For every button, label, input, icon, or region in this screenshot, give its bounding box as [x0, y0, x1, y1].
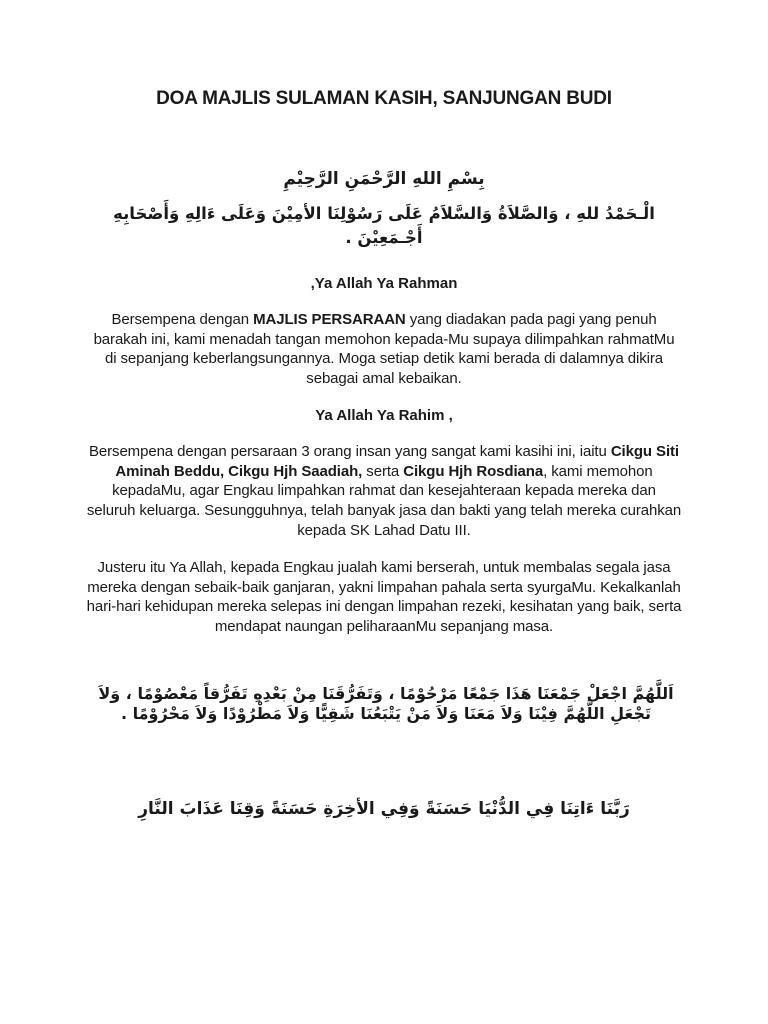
retiree-name: Cikgu Hjh Rosdiana	[403, 462, 544, 480]
paragraph-persaraan	[86, 310, 682, 389]
paragraph-text: yang diadakan pada pagi yang penuh barakah ini, kami menadah tangan memohon kepada-Mu supaya dilimpahkan rahmatMu di sepanjang keberlangsungannya. Moga setiap detik kami berada di dalamnya dikira sebagai amal kebaikan.	[93, 311, 675, 388]
salutation-rahim: Ya Allah Ya Rahim ,	[315, 407, 453, 424]
paragraph-text: , kami memohon kepadaMu, agar Engkau limpahkan rahmat dan kesejahteraan kepada mereka dan seluruh keluarga. Sesungguhnya, telah banyak jasa dan bakti yang telah mereka curahkan kepada SK Lahad Datu III.	[86, 462, 682, 539]
doa-rabbana-text: رَبَّنَا ءَاتِنَا فِي الدُّنْيَا حَسَنَةً وَفِي الأخِرَةِ حَسَنَةً وَقِنَا عَذَابَ النَّارِ	[138, 799, 630, 819]
doa-arabic-text: اَللَّهُمَّ اجْعَلْ جَمْعَنَا هَذَا جَمْعًا مَرْحُوْمًا ، وَتَفَرُّقَنَا مِنْ بَعْدِهِ تَفَرُّقاً مَعْصُوْمًا ، وَلاَ تَجْعَلِ اللَّهُمَّ فِيْنَا وَلاَ مَعَنَا وَلاَ مَنْ يَتْبَعُنَا شَقِيًّا وَلاَ مَطْرُوْدًا وَلاَ مَحْرُوْمًا .	[98, 684, 674, 723]
paragraph-retirees	[86, 442, 682, 541]
salutation-rahman: ,Ya Allah Ya Rahman	[310, 275, 458, 292]
paragraph-text: Bersempena dengan	[111, 311, 254, 328]
retiree-names: Cikgu Siti Aminah Beddu, Cikgu Hjh Saadiah,	[115, 443, 679, 480]
event-name: MAJLIS PERSARAAN	[253, 311, 406, 328]
hamdalah-text: الْـحَمْدُ للهِ ، وَالصَّلاَةُ وَالسَّلاَمُ عَلَى رَسُوْلِنَا الأمِيْنَ وَعَلَى ءَالِهِ وَأَصْحَابِهِ أَجْـمَعِيْنَ .	[113, 204, 655, 247]
page-title: DOA MAJLIS SULAMAN KASIH, SANJUNGAN BUDI	[156, 88, 612, 109]
paragraph-text: serta	[362, 462, 404, 480]
paragraph-justeru: Justeru itu Ya Allah, kepada Engkau jualah kami berserah, untuk membalas segala jasa mereka dengan sebaik-baik ganjaran, yakni limpahan pahala serta syurgaMu. Kekalkanlah hari-hari kehidupan mereka selepas ini dengan limpahan rezeki, kesihatan yang baik, serta mendapat naungan peliharaanMu sepanjang masa.	[86, 559, 682, 636]
bismillah-text: بِسْمِ اللهِ الرَّحْمَنِ الرَّحِيْمِ	[283, 169, 485, 189]
paragraph-text: Bersempena dengan persaraan 3 orang insan yang sangat kami kasihi ini, iaitu	[89, 443, 611, 460]
